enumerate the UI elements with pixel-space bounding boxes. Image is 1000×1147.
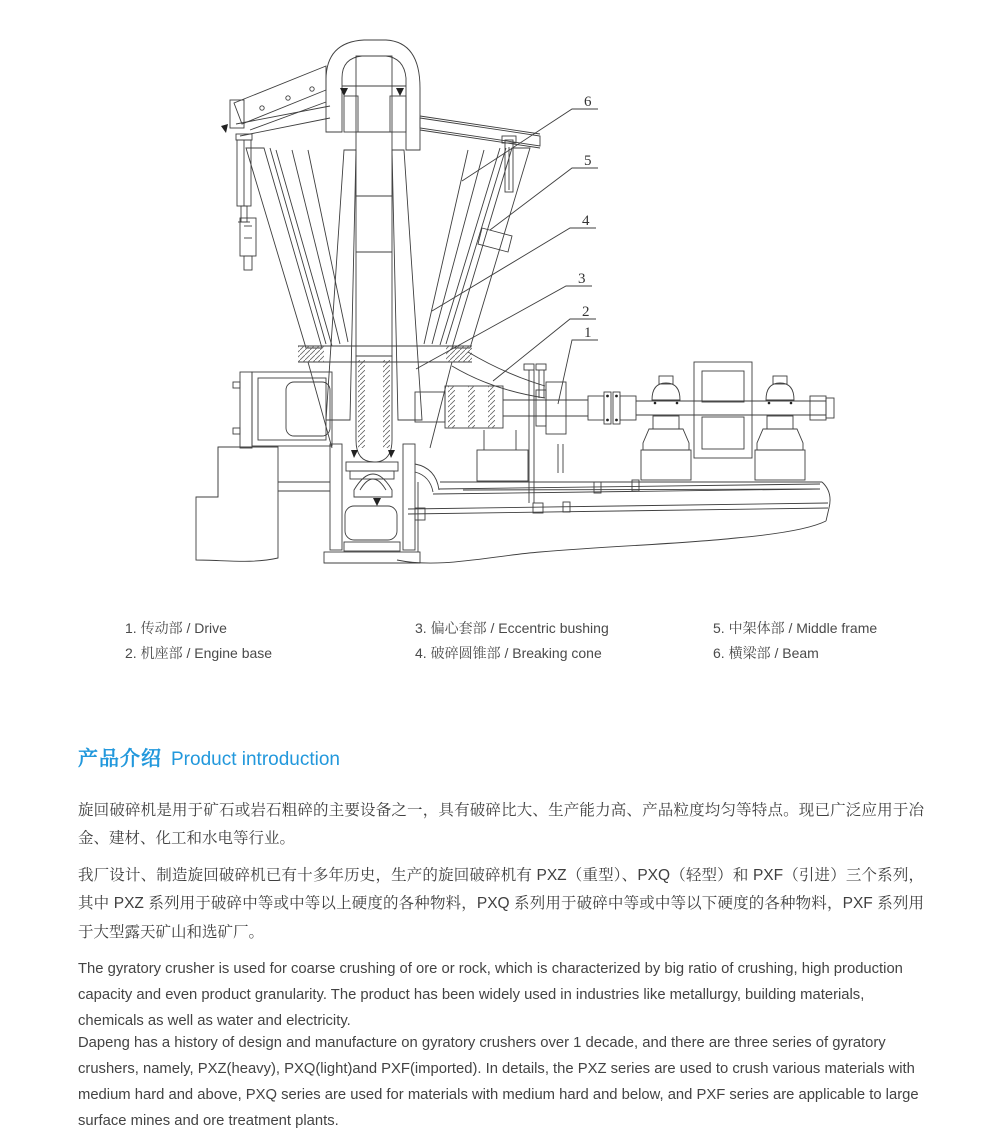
section-heading <box>78 742 340 771</box>
beam-part <box>221 66 330 222</box>
callout-6: 6 <box>584 94 592 110</box>
paragraph-chinese-2: 我厂设计、制造旋回破碎机已有十多年历史，生产的旋回破碎机有 PXZ（重型）、PXQ（轻型）和 PXF（引进）三个系列，其中 PXZ 系列用于破碎中等或中等以上硬度的各种物料，PXQ 系列用于破碎中等或中等以下硬度的各种物料，PXF 系列用于大型露天矿山和选矿厂。 <box>78 866 924 941</box>
legend-item-beam: 6. 横梁部 / Beam <box>713 645 819 661</box>
legend-item-drive: 1. 传动部 / Drive <box>125 620 227 636</box>
heading-english: Product introduction <box>171 749 340 770</box>
legend-item-breaking-cone: 4. 破碎圆锥部 / Breaking cone <box>415 645 602 661</box>
spider-cap <box>326 40 420 150</box>
callout-1: 1 <box>584 325 592 341</box>
foundation <box>196 447 830 563</box>
callout-2: 2 <box>582 304 590 320</box>
paragraph-english-1: The gyratory crusher is used for coarse crushing of ore or rock, which is characterized by big ratio of crushing, high production capacity and even product granularity. The product has been widely used in industries like metallurgy, building materials, chemicals as well as water and electricity. <box>78 960 903 1029</box>
callout-3: 3 <box>578 271 586 287</box>
drive-assembly <box>415 362 834 458</box>
paragraph-english-2: Dapeng has a history of design and manufacture on gyratory crushers over 1 decade, and there are three series of gyratory crushers, namely, PXZ(heavy), PXQ(light)and PXF(imported). In details, the PXZ series are used to crush various materials with medium hard and above, PXQ series are used for materials with medium hard and below, and PXF series are applicable to large surface mines and ore treatment plants. <box>78 1034 919 1129</box>
paragraph-chinese-1: 旋回破碎机是用于矿石或岩石粗碎的主要设备之一，具有破碎比大、生产能力高、产品粒度均匀等特点。现已广泛应用于冶金、建材、化工和水电等行业。 <box>78 801 924 847</box>
bearing-pedestals <box>477 376 805 481</box>
legend-item-eccentric-bushing: 3. 偏心套部 / Eccentric bushing <box>415 620 609 636</box>
main-shaft <box>356 56 392 356</box>
callout-4: 4 <box>582 213 590 229</box>
callout-5: 5 <box>584 153 592 169</box>
legend-item-engine-base: 2. 机座部 / Engine base <box>125 645 273 661</box>
engine-base <box>233 372 425 563</box>
heading-chinese: 产品介绍 <box>78 748 162 770</box>
callouts <box>416 94 598 404</box>
legend-item-middle-frame: 5. 中架体部 / Middle frame <box>713 620 878 636</box>
